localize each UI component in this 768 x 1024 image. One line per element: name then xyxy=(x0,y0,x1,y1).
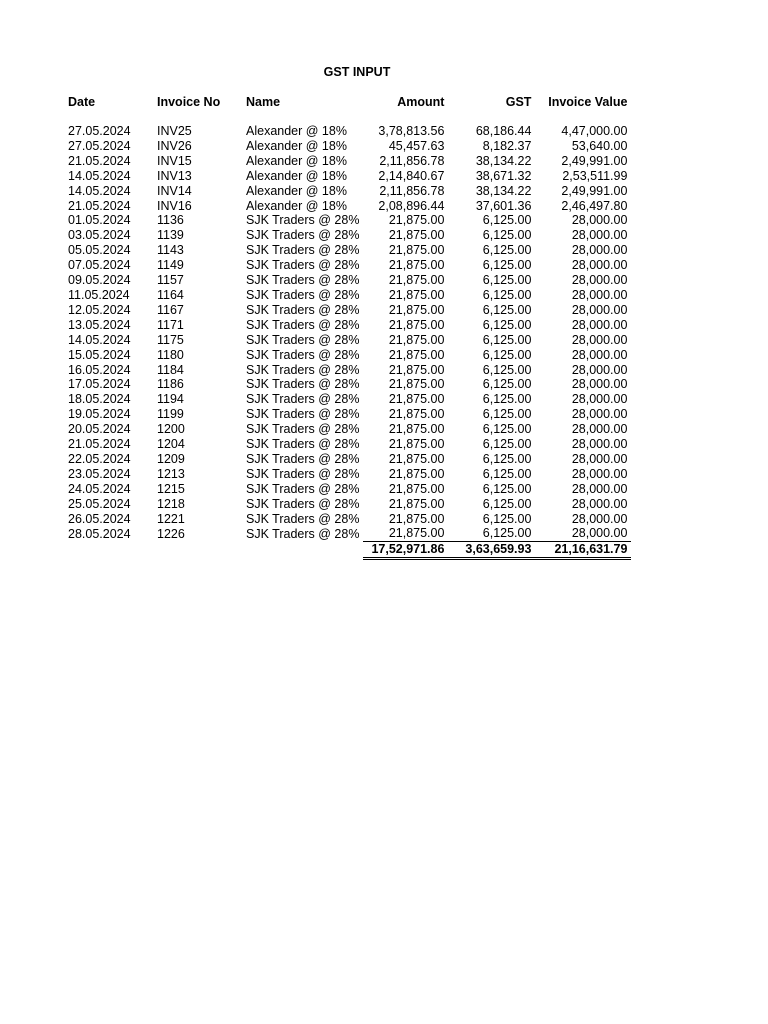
cell-invoice-no: 1143 xyxy=(157,243,184,258)
cell-invoice-no: 1175 xyxy=(157,332,184,347)
cell-invoice-no: 1194 xyxy=(157,392,184,407)
table-row xyxy=(64,482,631,497)
cell-gst: 6,125.00 xyxy=(482,422,532,437)
cell-invoice-no: INV15 xyxy=(157,153,192,168)
cell-amount: 21,875.00 xyxy=(388,481,445,496)
cell-invoice-no: 1204 xyxy=(157,437,185,452)
table-row xyxy=(64,258,631,273)
cell-name: Alexander @ 18% xyxy=(246,153,347,168)
cell-date: 27.05.2024 xyxy=(68,138,131,153)
cell-gst: 38,134.22 xyxy=(475,153,532,168)
cell-date: 17.05.2024 xyxy=(68,377,131,392)
cell-name: SJK Traders @ 28% xyxy=(246,332,360,347)
cell-invoice-no: 1209 xyxy=(157,451,185,466)
cell-amount: 21,875.00 xyxy=(388,287,445,302)
cell-name: SJK Traders @ 28% xyxy=(246,258,360,273)
cell-invoice-no: 1218 xyxy=(157,496,185,511)
cell-invoice-value: 28,000.00 xyxy=(571,407,628,422)
cell-name: Alexander @ 18% xyxy=(246,183,347,198)
gst-input-table xyxy=(64,94,631,560)
cell-amount: 21,875.00 xyxy=(388,422,445,437)
table-row xyxy=(64,407,631,422)
cell-amount: 21,875.00 xyxy=(388,362,445,377)
cell-date: 20.05.2024 xyxy=(68,422,131,437)
cell-invoice-value: 28,000.00 xyxy=(571,302,628,317)
cell-date: 14.05.2024 xyxy=(68,332,131,347)
cell-invoice-no: 1180 xyxy=(157,347,184,362)
cell-name: SJK Traders @ 28% xyxy=(246,422,360,437)
cell-name: SJK Traders @ 28% xyxy=(246,466,360,481)
table-row xyxy=(64,348,631,363)
cell-amount: 21,875.00 xyxy=(388,317,445,332)
cell-amount: 2,14,840.67 xyxy=(378,168,445,183)
cell-invoice-value: 2,49,991.00 xyxy=(561,153,628,168)
cell-invoice-no: 1200 xyxy=(157,422,185,437)
table-row xyxy=(64,333,631,348)
table-row xyxy=(64,318,631,333)
cell-date: 05.05.2024 xyxy=(68,243,131,258)
cell-name: SJK Traders @ 28% xyxy=(246,228,360,243)
cell-date: 21.05.2024 xyxy=(68,198,131,213)
cell-invoice-no: 1199 xyxy=(157,407,184,422)
cell-amount: 21,875.00 xyxy=(388,407,445,422)
cell-amount: 2,11,856.78 xyxy=(379,153,445,168)
cell-amount: 21,875.00 xyxy=(388,526,445,541)
cell-invoice-value: 28,000.00 xyxy=(571,392,628,407)
total-amount: 17,52,971.86 xyxy=(363,542,448,559)
table-row xyxy=(64,228,631,243)
cell-invoice-value: 4,47,000.00 xyxy=(561,124,628,138)
cell-amount: 21,875.00 xyxy=(388,377,445,392)
cell-name: Alexander @ 18% xyxy=(246,124,347,138)
header-date: Date xyxy=(68,95,96,109)
table-row xyxy=(64,243,631,258)
cell-amount: 2,11,856.78 xyxy=(379,183,445,198)
cell-date: 26.05.2024 xyxy=(68,511,131,526)
cell-name: SJK Traders @ 28% xyxy=(246,287,360,302)
cell-amount: 2,08,896.44 xyxy=(378,198,445,213)
cell-name: SJK Traders @ 28% xyxy=(246,526,360,541)
cell-gst: 6,125.00 xyxy=(482,332,532,347)
cell-invoice-no: 1139 xyxy=(157,228,184,243)
header-invoice-no: Invoice No xyxy=(157,95,221,109)
cell-name: SJK Traders @ 28% xyxy=(246,302,360,317)
cell-name: SJK Traders @ 28% xyxy=(246,451,360,466)
cell-name: SJK Traders @ 28% xyxy=(246,347,360,362)
table-row xyxy=(64,377,631,392)
cell-gst: 6,125.00 xyxy=(482,481,532,496)
cell-gst: 6,125.00 xyxy=(482,466,532,481)
cell-invoice-no: 1164 xyxy=(157,287,184,302)
cell-gst: 6,125.00 xyxy=(482,302,532,317)
table-body xyxy=(64,110,631,542)
cell-amount: 21,875.00 xyxy=(388,451,445,466)
cell-invoice-value: 28,000.00 xyxy=(571,526,628,541)
table-row xyxy=(64,213,631,228)
cell-invoice-value: 28,000.00 xyxy=(571,362,628,377)
table-row xyxy=(64,437,631,452)
cell-invoice-value: 28,000.00 xyxy=(571,273,628,288)
table-row xyxy=(64,124,631,139)
table-row xyxy=(64,526,631,541)
cell-name: SJK Traders @ 28% xyxy=(246,273,360,288)
cell-invoice-no: 1184 xyxy=(157,362,184,377)
cell-amount: 21,875.00 xyxy=(388,258,445,273)
cell-name: SJK Traders @ 28% xyxy=(246,407,360,422)
cell-amount: 21,875.00 xyxy=(388,466,445,481)
cell-gst: 6,125.00 xyxy=(482,392,532,407)
cell-invoice-value: 28,000.00 xyxy=(571,243,628,258)
cell-date: 12.05.2024 xyxy=(68,302,131,317)
cell-gst: 6,125.00 xyxy=(482,287,532,302)
cell-date: 14.05.2024 xyxy=(68,168,131,183)
cell-date: 28.05.2024 xyxy=(68,526,131,541)
cell-gst: 6,125.00 xyxy=(482,377,532,392)
cell-invoice-no: 1136 xyxy=(157,213,184,228)
cell-invoice-value: 28,000.00 xyxy=(571,347,628,362)
cell-gst: 38,134.22 xyxy=(475,183,532,198)
cell-amount: 21,875.00 xyxy=(388,392,445,407)
table-row xyxy=(64,288,631,303)
cell-gst: 6,125.00 xyxy=(482,437,532,452)
cell-invoice-no: INV26 xyxy=(157,138,192,153)
cell-name: SJK Traders @ 28% xyxy=(246,243,360,258)
cell-invoice-value: 28,000.00 xyxy=(571,213,628,228)
cell-date: 19.05.2024 xyxy=(68,407,131,422)
cell-invoice-no: 1149 xyxy=(157,258,184,273)
cell-invoice-value: 2,46,497.80 xyxy=(561,198,628,213)
cell-invoice-value: 2,49,991.00 xyxy=(561,183,628,198)
cell-name: Alexander @ 18% xyxy=(246,138,347,153)
cell-gst: 6,125.00 xyxy=(482,511,532,526)
cell-name: SJK Traders @ 28% xyxy=(246,511,360,526)
cell-name: SJK Traders @ 28% xyxy=(246,437,360,452)
cell-invoice-no: 1221 xyxy=(157,511,185,526)
table-row xyxy=(64,303,631,318)
header-amount: Amount xyxy=(397,95,445,109)
cell-invoice-value: 28,000.00 xyxy=(571,332,628,347)
cell-date: 13.05.2024 xyxy=(68,317,131,332)
table-header-row xyxy=(64,94,631,110)
cell-gst: 6,125.00 xyxy=(482,258,532,273)
cell-invoice-value: 28,000.00 xyxy=(571,437,628,452)
cell-amount: 3,78,813.56 xyxy=(378,124,445,138)
table-row xyxy=(64,154,631,169)
cell-gst: 6,125.00 xyxy=(482,273,532,288)
cell-gst: 6,125.00 xyxy=(482,496,532,511)
page-title: GST INPUT xyxy=(323,65,391,79)
cell-date: 11.05.2024 xyxy=(68,287,130,302)
spacer-row xyxy=(64,110,631,124)
cell-date: 15.05.2024 xyxy=(68,347,131,362)
cell-date: 14.05.2024 xyxy=(68,183,131,198)
cell-gst: 68,186.44 xyxy=(475,124,532,138)
cell-invoice-value: 53,640.00 xyxy=(571,138,628,153)
cell-amount: 21,875.00 xyxy=(388,273,445,288)
cell-invoice-value: 28,000.00 xyxy=(571,422,628,437)
cell-name: Alexander @ 18% xyxy=(246,198,347,213)
table-row xyxy=(64,139,631,154)
table-row xyxy=(64,512,631,527)
cell-invoice-value: 28,000.00 xyxy=(571,258,628,273)
cell-invoice-no: INV25 xyxy=(157,124,192,138)
cell-invoice-no: 1157 xyxy=(157,273,184,288)
table-row xyxy=(64,452,631,467)
cell-amount: 21,875.00 xyxy=(388,496,445,511)
cell-amount: 45,457.63 xyxy=(388,138,445,153)
cell-gst: 8,182.37 xyxy=(482,138,532,153)
cell-name: SJK Traders @ 28% xyxy=(246,377,360,392)
table-row xyxy=(64,467,631,482)
header-name: Name xyxy=(246,95,281,109)
cell-gst: 6,125.00 xyxy=(482,317,532,332)
cell-invoice-no: 1226 xyxy=(157,526,185,541)
total-gst: 3,63,659.93 xyxy=(448,542,535,559)
cell-gst: 6,125.00 xyxy=(482,213,532,228)
cell-name: SJK Traders @ 28% xyxy=(246,317,360,332)
cell-invoice-value: 28,000.00 xyxy=(571,451,628,466)
table-row xyxy=(64,199,631,214)
cell-amount: 21,875.00 xyxy=(388,302,445,317)
cell-gst: 6,125.00 xyxy=(482,228,532,243)
cell-invoice-no: INV13 xyxy=(157,168,192,183)
cell-invoice-no: 1167 xyxy=(157,302,184,317)
totals-row xyxy=(64,542,631,559)
cell-amount: 21,875.00 xyxy=(388,437,445,452)
cell-gst: 6,125.00 xyxy=(482,451,532,466)
cell-amount: 21,875.00 xyxy=(388,511,445,526)
cell-date: 21.05.2024 xyxy=(68,437,131,452)
cell-invoice-value: 28,000.00 xyxy=(571,228,628,243)
cell-amount: 21,875.00 xyxy=(388,243,445,258)
cell-date: 21.05.2024 xyxy=(68,153,131,168)
header-gst: GST xyxy=(505,95,532,109)
cell-gst: 6,125.00 xyxy=(482,243,532,258)
cell-gst: 6,125.00 xyxy=(482,526,532,541)
cell-invoice-no: 1213 xyxy=(157,466,185,481)
cell-date: 09.05.2024 xyxy=(68,273,131,288)
cell-invoice-value: 28,000.00 xyxy=(571,287,628,302)
total-invoice-value: 21,16,631.79 xyxy=(535,542,631,559)
cell-date: 16.05.2024 xyxy=(68,362,131,377)
cell-gst: 37,601.36 xyxy=(475,198,532,213)
cell-name: SJK Traders @ 28% xyxy=(246,362,360,377)
table-row xyxy=(64,273,631,288)
table-row xyxy=(64,169,631,184)
header-invoice-value: Invoice Value xyxy=(548,95,628,109)
cell-date: 07.05.2024 xyxy=(68,258,131,273)
table-row xyxy=(64,497,631,512)
table-row xyxy=(64,392,631,407)
cell-gst: 6,125.00 xyxy=(482,407,532,422)
cell-date: 01.05.2024 xyxy=(68,213,131,228)
cell-invoice-no: 1215 xyxy=(157,481,185,496)
cell-invoice-no: INV16 xyxy=(157,198,192,213)
cell-amount: 21,875.00 xyxy=(388,347,445,362)
table-row xyxy=(64,422,631,437)
cell-amount: 21,875.00 xyxy=(388,332,445,347)
cell-date: 24.05.2024 xyxy=(68,481,131,496)
cell-date: 27.05.2024 xyxy=(68,124,131,138)
cell-name: Alexander @ 18% xyxy=(246,168,347,183)
cell-date: 18.05.2024 xyxy=(68,392,131,407)
cell-name: SJK Traders @ 28% xyxy=(246,481,360,496)
cell-invoice-value: 28,000.00 xyxy=(571,466,628,481)
cell-date: 23.05.2024 xyxy=(68,466,131,481)
cell-invoice-no: INV14 xyxy=(157,183,192,198)
cell-invoice-value: 28,000.00 xyxy=(571,377,628,392)
cell-amount: 21,875.00 xyxy=(388,228,445,243)
cell-name: SJK Traders @ 28% xyxy=(246,392,360,407)
cell-invoice-value: 28,000.00 xyxy=(571,317,628,332)
cell-name: SJK Traders @ 28% xyxy=(246,213,360,228)
cell-date: 25.05.2024 xyxy=(68,496,131,511)
cell-amount: 21,875.00 xyxy=(388,213,445,228)
cell-name: SJK Traders @ 28% xyxy=(246,496,360,511)
cell-gst: 6,125.00 xyxy=(482,362,532,377)
cell-date: 03.05.2024 xyxy=(68,228,131,243)
cell-invoice-value: 2,53,511.99 xyxy=(562,168,628,183)
cell-gst: 38,671.32 xyxy=(475,168,532,183)
cell-invoice-value: 28,000.00 xyxy=(571,511,628,526)
cell-invoice-value: 28,000.00 xyxy=(571,496,628,511)
table-row xyxy=(64,184,631,199)
cell-gst: 6,125.00 xyxy=(482,347,532,362)
cell-date: 22.05.2024 xyxy=(68,451,131,466)
cell-invoice-value: 28,000.00 xyxy=(571,481,628,496)
cell-invoice-no: 1186 xyxy=(157,377,184,392)
cell-invoice-no: 1171 xyxy=(157,317,184,332)
table-row xyxy=(64,363,631,378)
